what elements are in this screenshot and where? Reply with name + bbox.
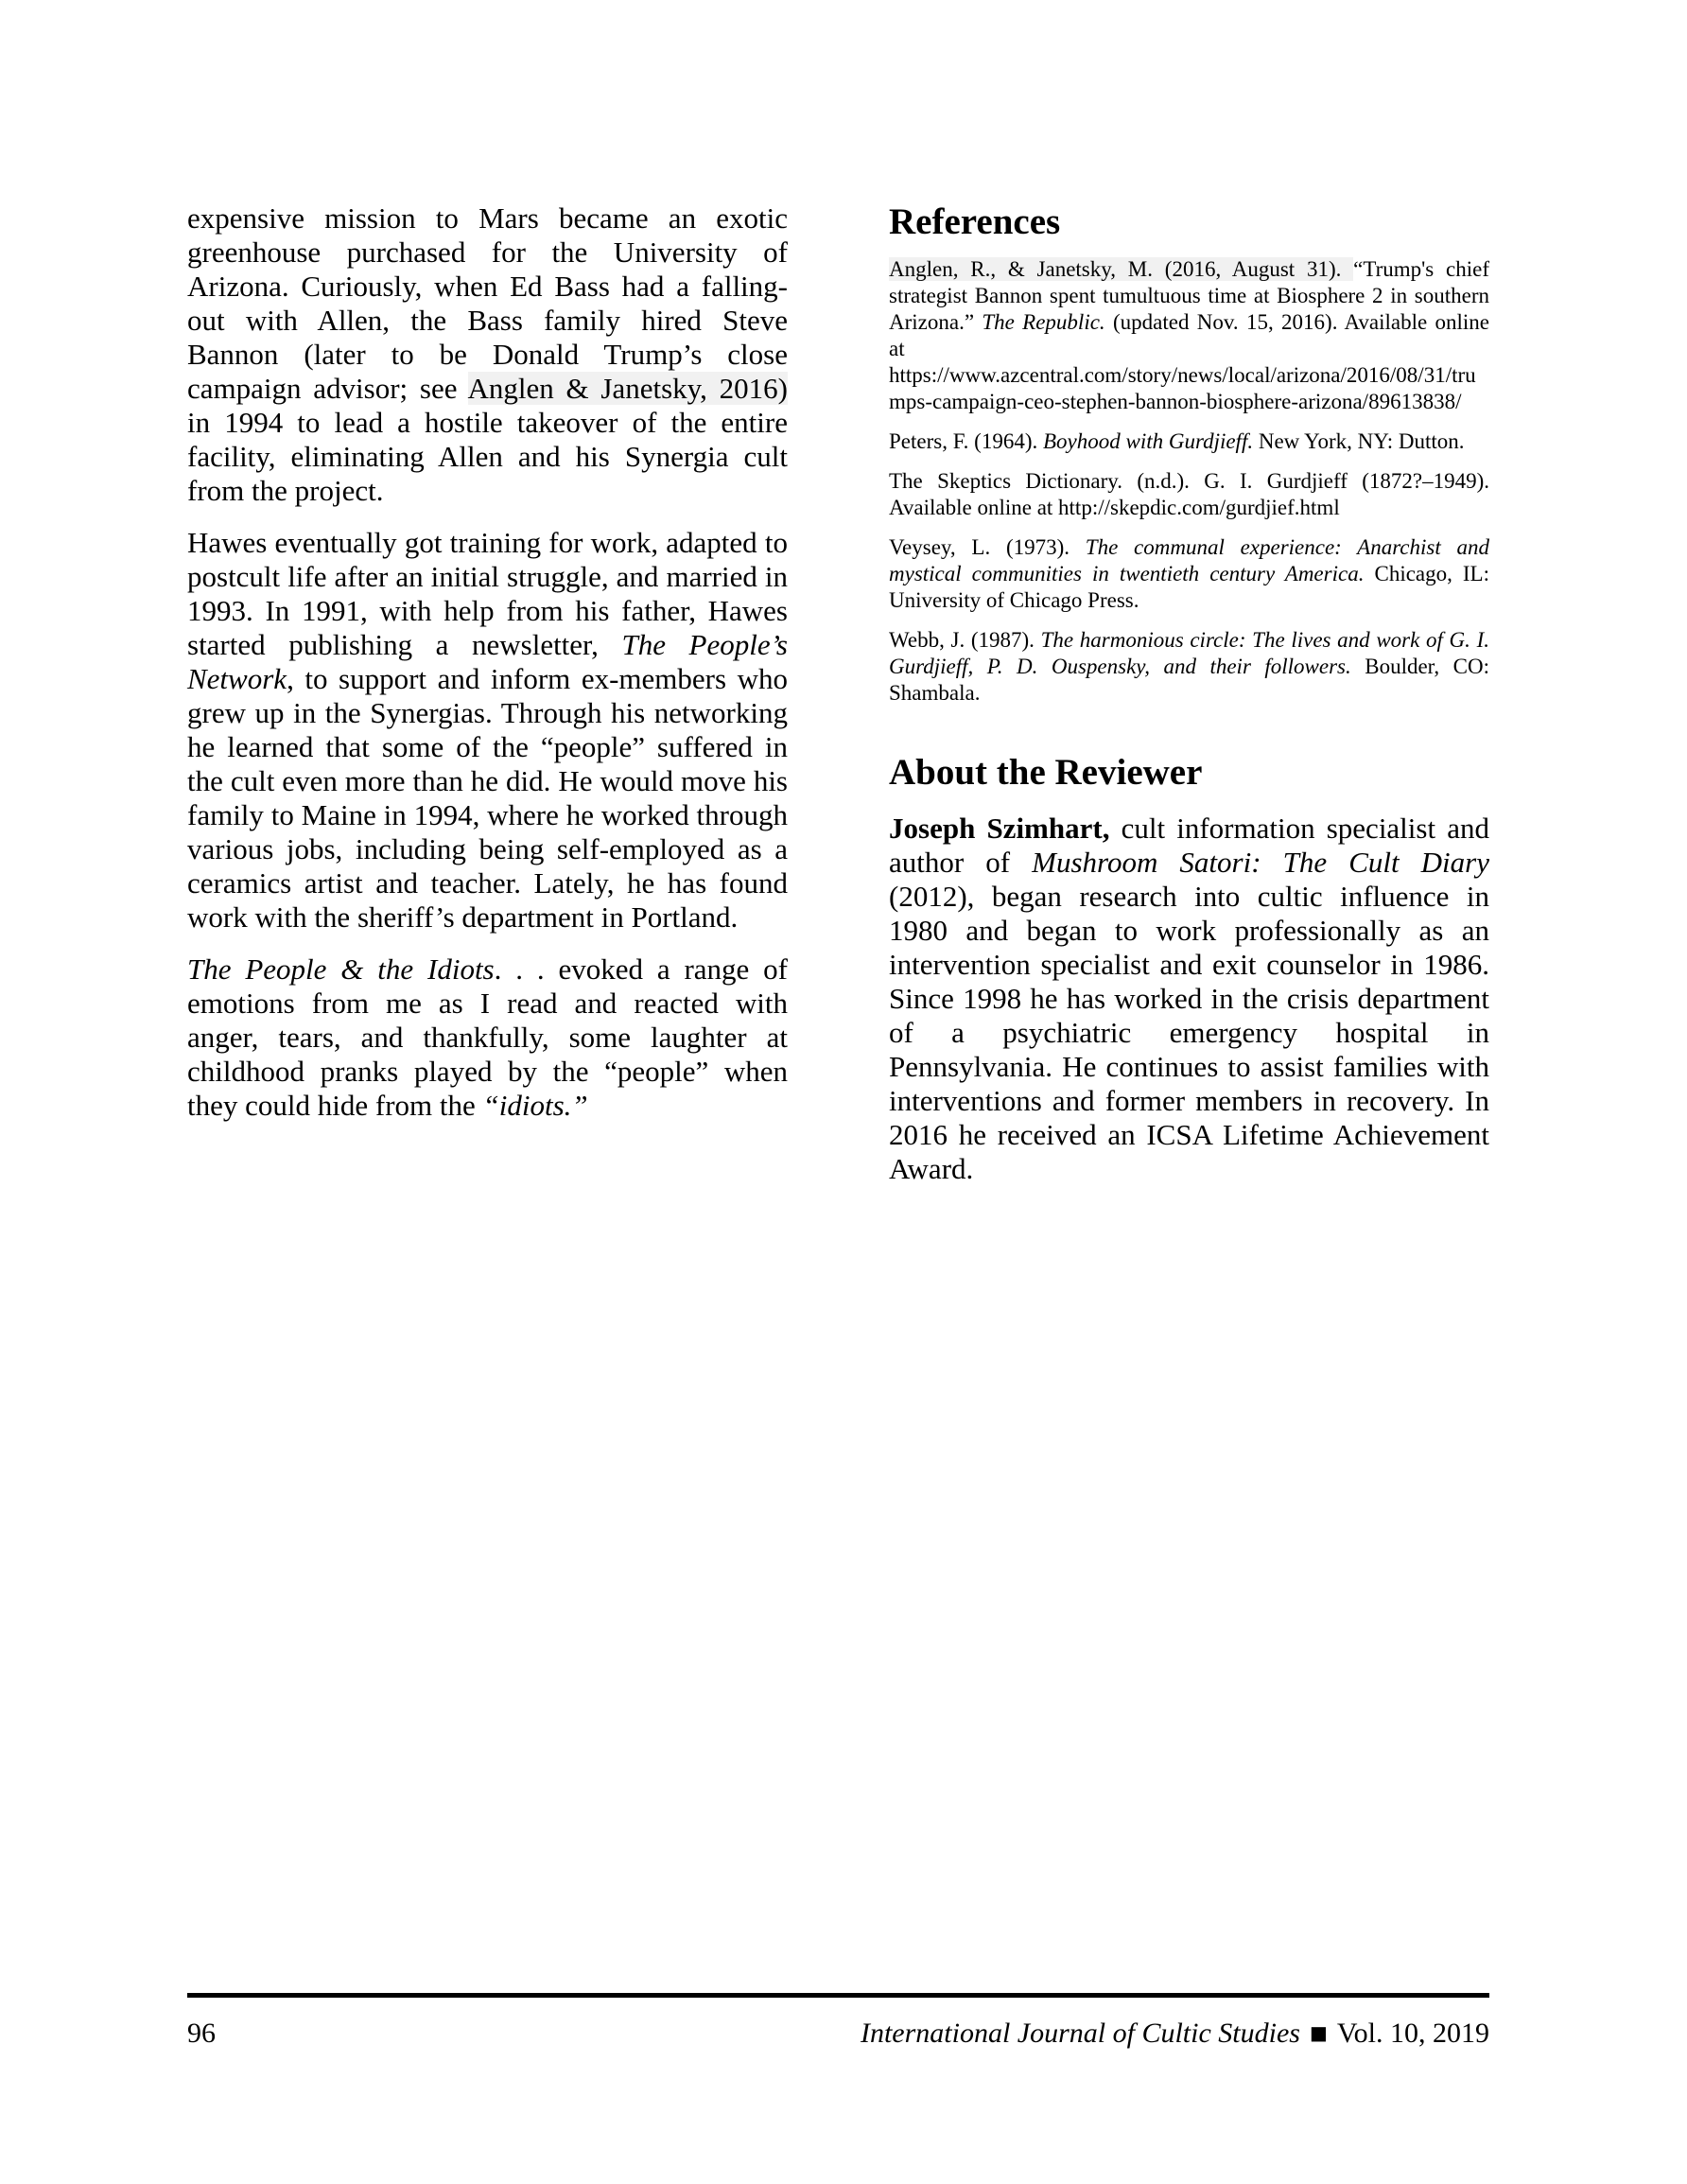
- footer-separator-square: ■: [1309, 2021, 1328, 2044]
- two-column-layout: [187, 201, 1489, 1204]
- body-paragraph: The People & the Idiots. . . evoked a range of emotions from me as I read and reacted with anger, tears, and thankfully, some laughter at childhood pranks played by the “people” when they could hide from the “idiots.”: [187, 952, 788, 1122]
- right-column: [889, 201, 1489, 1204]
- reference-entry: The Skeptics Dictionary. (n.d.). G. I. Gurdjieff (1872?–1949). Available online at http://skepdic.com/gurdjief.html: [889, 468, 1489, 519]
- volume-info: Vol. 10, 2019: [1336, 2018, 1489, 2049]
- reference-entry: Webb, J. (1987). The harmonious circle: The lives and work of G. I. Gurdjieff, P. D. Ouspensky, and their followers. Boulder, CO: Shambala.: [889, 627, 1489, 705]
- page-number: 96: [187, 2018, 216, 2049]
- reference-entry: Veysey, L. (1973). The communal experience: Anarchist and mystical communities in twentieth century America. Chicago, IL: University of Chicago Press.: [889, 534, 1489, 612]
- left-column: [187, 201, 788, 1204]
- journal-citation: [861, 2017, 1489, 2053]
- footer-rule: [187, 1993, 1489, 1998]
- references-heading: References: [889, 201, 1061, 242]
- about-the-reviewer-heading: About the Reviewer: [889, 751, 1203, 793]
- journal-title: International Journal of Cultic Studies: [860, 2018, 1300, 2049]
- reference-entry: Peters, F. (1964). Boyhood with Gurdjieff. New York, NY: Dutton.: [889, 428, 1465, 453]
- reference-entry: Anglen, R., & Janetsky, M. (2016, August 31). “Trump's chief strategist Bannon spent tumultuous time at Biosphere 2 in southern Arizona.” The Republic. (updated Nov. 15, 2016). Available online at https://www.azcentral.com/story/news/local/arizona/2016/08/31/trumps-campaign-ceo-stephen-bannon-biosphere-arizona/89613838/: [889, 256, 1490, 413]
- reviewer-bio-paragraph: Joseph Szimhart, cult information specialist and author of Mushroom Satori: The Cult Diary (2012), began research into cultic influence in 1980 and began to work professionally as an intervention specialist and exit counselor in 1986. Since 1998 he has worked in the crisis department of a psychiatric emergency hospital in Pennsylvania. He continues to assist families with interventions and former members in recovery. In 2016 he received an ICSA Lifetime Achievement Award.: [889, 811, 1489, 1185]
- body-paragraph: Hawes eventually got training for work, adapted to postcult life after an initial struggle, and married in 1993. In 1991, with help from his father, Hawes started publishing a newsletter, The People’s Network, to support and inform ex-members who grew up in the Synergias. Through his networking he learned that some of the “people” suffered in the cult even more than he did. He would move his family to Maine in 1994, where he worked through various jobs, including being self-employed as a ceramics artist and teacher. Lately, he has found work with the sheriff’s department in Portland.: [187, 526, 788, 934]
- body-paragraph: expensive mission to Mars became an exotic greenhouse purchased for the University of Arizona. Curiously, when Ed Bass had a falling-out with Allen, the Bass family hired Steve Bannon (later to be Donald Trump’s close campaign advisor; see Anglen & Janetsky, 2016) in 1994 to lead a hostile takeover of the entire facility, eliminating Allen and his Synergia cult from the project.: [187, 201, 788, 507]
- page-footer: [187, 2017, 1489, 2053]
